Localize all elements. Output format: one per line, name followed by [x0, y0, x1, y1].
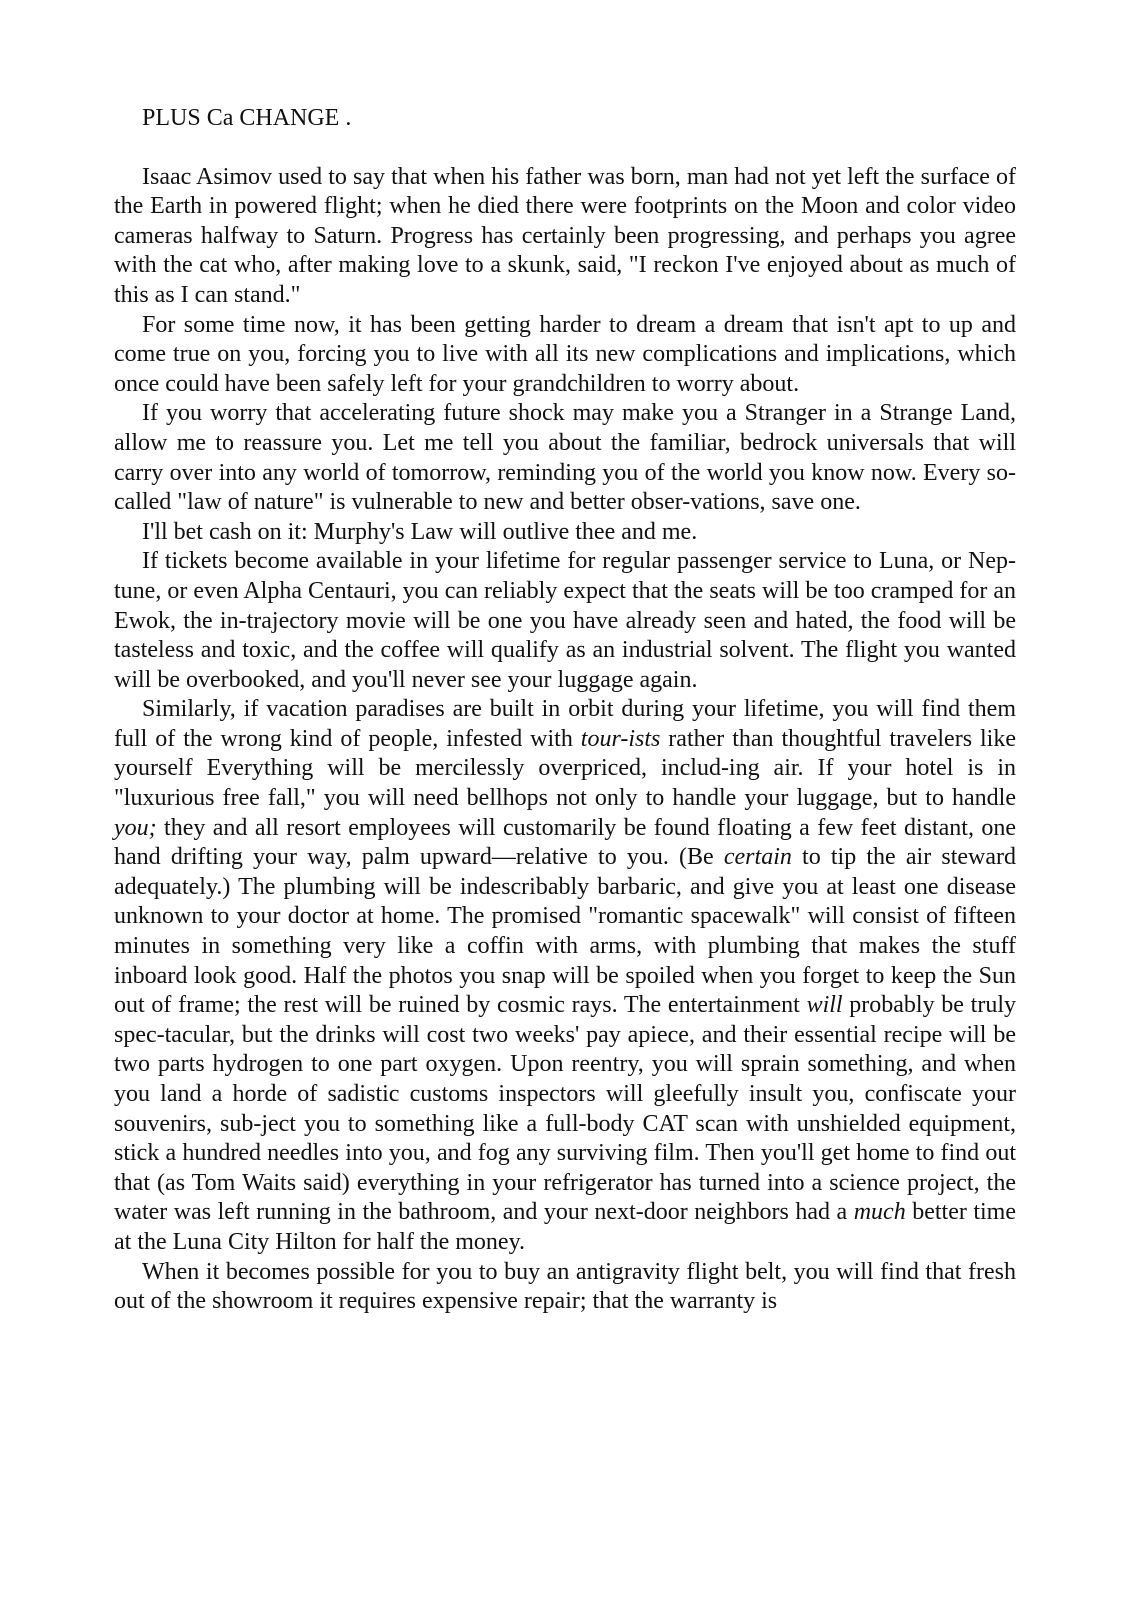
- text-run: better time at the Luna City Hilton for half the money.: [114, 1199, 1017, 1255]
- paragraph: [114, 695, 1016, 1257]
- italic-text: tour-ists: [580, 725, 661, 752]
- text-run: probably be truly spec-tacular, but the drinks will cost two weeks' pay apiece, and their essential recipe will be two parts hydrogen to one part oxygen. Upon reentry, you will sprain something, and when you land a horde of sadistic customs inspectors will gleefully insult you, confiscate your souvenirs, sub-ject you to something like a full-body CAT scan with unshielded equipment, stick a hundred needles into you, and fog any surviving film. Then you'll get home to find out that (as Tom Waits said) everything in your refrigerator has turned into a science project, the water was left running in the bathroom, and your next-door neighbors had a: [114, 992, 1016, 1226]
- text-run: If you worry that accelerating future shock may make you a Stranger in a Strange Land, allow me to reassure you. Let me tell you about the familiar, bedrock universals that will carry over into any world of tomorrow, reminding you of the world you know now. Every so-called "law of nature" is vulnerable to new and better obser-vations, save one.: [114, 400, 1016, 516]
- text-run: If tickets become available in your lifetime for regular passenger service to Luna, or Nep-tune, or even Alpha Centauri, you can reliably expect that the seats will be too cramped for an Ewok, the in-trajectory movie will be one you have already seen and hated, the food will be tasteless and toxic, and the coffee will qualify as an industrial solvent. The flight you wanted will be overbooked, and you'll never see your luggage again.: [114, 548, 1016, 693]
- paragraph: [114, 399, 1016, 517]
- italic-text: certain: [723, 844, 792, 871]
- text-run: Isaac Asimov used to say that when his father was born, man had not yet left the surface of the Earth in powered flight; when he died there were footprints on the Moon and color video cameras halfway to Saturn. Progress has certainly been progressing, and perhaps you agree with the cat who, after making love to a skunk, said, "I reckon I've enjoyed about as much of this as I can stand.": [114, 163, 1016, 308]
- document-page: [114, 104, 1016, 1317]
- text-run: to tip the air steward adequately.) The plumbing will be indescribably barbaric, and give you at least one disease unknown to your doctor at home. The promised "romantic spacewalk" will consist of fifteen minutes in something very like a coffin with arms, with plumbing that makes the stuff inboard look good. Half the photos you snap will be spoiled when you forget to keep the Sun out of frame; the rest will be ruined by cosmic rays. The entertainment: [114, 844, 1017, 1019]
- italic-text: you;: [114, 814, 157, 841]
- text-run: they and all resort employees will customarily be found floating a few feet distant, one hand drifting your way, palm upward—relative to you. (Be: [114, 814, 1016, 871]
- text-run: rather than thoughtful travelers like yourself Everything will be mercilessly overpriced, includ-ing air. If your hotel is in "luxurious free fall," you will need bellhops not only to handle your luggage, but to handle: [114, 725, 1016, 812]
- paragraph: [114, 163, 1016, 311]
- paragraph: [114, 1258, 1016, 1317]
- italic-text: much: [853, 1199, 906, 1226]
- italic-text: will: [806, 992, 843, 1019]
- chapter-title: PLUS Ca CHANGE .: [142, 105, 352, 131]
- text-run: Similarly, if vacation paradises are built in orbit during your lifetime, you will find them full of the wrong kind of people, infested with: [114, 696, 1016, 752]
- text-run: For some time now, it has been getting harder to dream a dream that isn't apt to up and come true on you, forcing you to live with all its new complications and implications, which once could have been safely left for your grandchildren to worry about.: [114, 311, 1016, 397]
- text-run: I'll bet cash on it: Murphy's Law will outlive thee and me.: [142, 518, 698, 545]
- paragraph: [114, 311, 1016, 400]
- paragraph: [114, 547, 1016, 695]
- text-run: When it becomes possible for you to buy an antigravity flight belt, you will find that fresh out of the showroom it requires expensive repair; that the warranty is: [114, 1258, 1016, 1315]
- document-body: [114, 163, 1016, 1317]
- paragraph: [114, 518, 1016, 548]
